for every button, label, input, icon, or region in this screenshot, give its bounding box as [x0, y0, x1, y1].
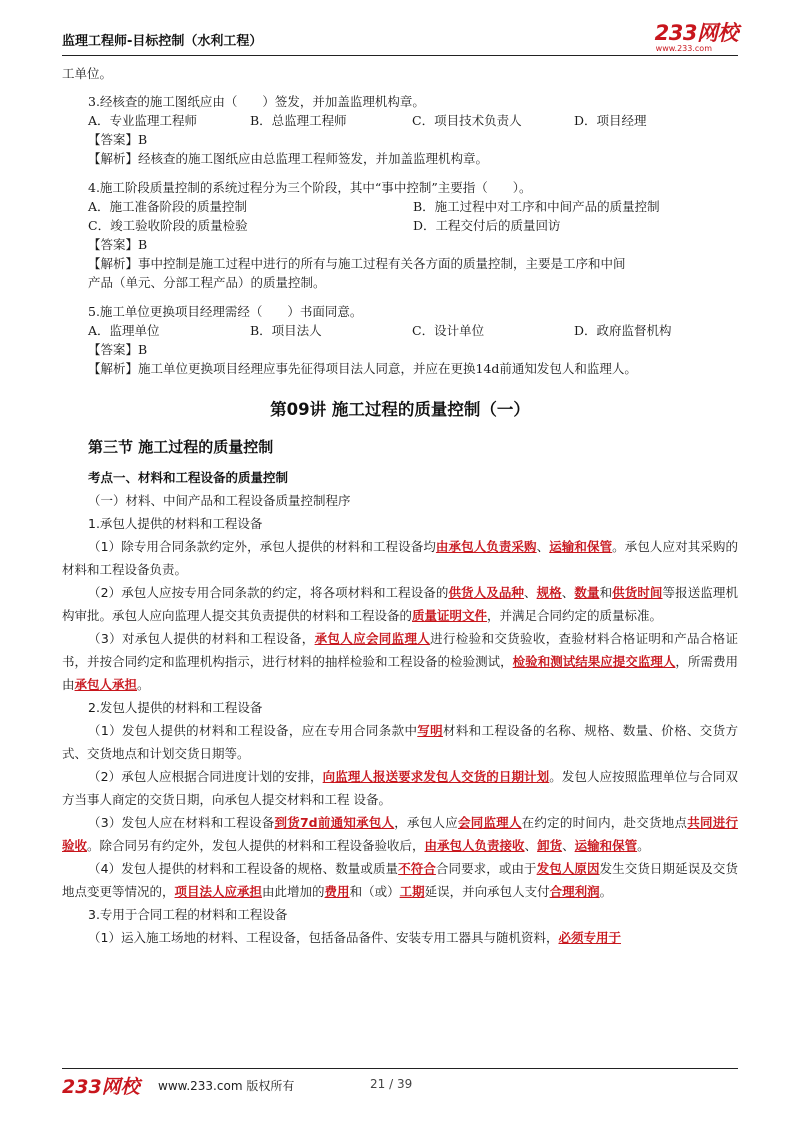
question-4-analysis-line-2: 产品（单元、分部工程产品）的质量控制。 [88, 275, 326, 290]
text-run: 由此增加的 [262, 884, 325, 899]
page-footer [62, 1072, 738, 1096]
text-run: 进行检验和交货验收，查验材料合格证明和产品合格证书，并按合同约定和监理机构指示，进行材料的抽样检验和工程设备的检验测试， [62, 631, 738, 669]
highlighted-text: 共同进行验收 [62, 815, 738, 853]
page-header [62, 21, 738, 53]
text-run: 在约定的时间内，赴交货地点 [521, 815, 688, 830]
highlighted-text: 合理利润 [549, 884, 600, 899]
text-run: ，并满足合同约定的质量标准。 [487, 608, 663, 623]
footer-divider [62, 1068, 738, 1069]
text-run: 。 [637, 838, 650, 853]
question-4-options-row-2 [62, 216, 738, 235]
highlighted-text: 运输和保管 [549, 539, 613, 554]
highlighted-text: 不符合 [398, 861, 436, 876]
highlighted-text: 写明 [417, 723, 443, 738]
option-c: C．设计单位 [412, 323, 485, 338]
section-title: 第三节 施工过程的质量控制 [88, 438, 274, 456]
text-run: 。发包人应按照监理单位与合同双方当事人商定的交货日期，向承包人提交材料和工程 设备。 [62, 769, 738, 807]
question-5-options [62, 321, 738, 340]
text-run: 、 [561, 585, 575, 600]
text-run: （4）发包人提供的材料和工程设备的规格、数量或质量 [88, 861, 399, 876]
highlighted-text: 费用 [324, 884, 350, 899]
highlighted-text: 由承包人负责接收 [424, 838, 525, 853]
highlighted-text: 承包人承担 [74, 677, 138, 692]
highlighted-text: 必须专用于 [558, 930, 621, 945]
question-5-analysis: 【解析】施工单位更换项目经理应事先征得项目法人同意，并应在更换14d前通知发包人和监理人。 [88, 361, 637, 376]
highlighted-text: 会同监理人 [457, 815, 522, 830]
option-d: D．政府监督机构 [574, 323, 672, 338]
highlighted-text: 质量证明文件 [412, 608, 488, 623]
text-run: （1）运入施工场地的材料、工程设备，包括备品备件、安装专用工器具与随机资料， [88, 930, 559, 945]
footer-logo[interactable]: 233网校 [62, 1076, 140, 1098]
text-run: 。 [137, 677, 150, 692]
question-3-answer: 【答案】B [88, 132, 148, 147]
option-a: A．施工准备阶段的质量控制 [88, 199, 248, 214]
paragraph [62, 627, 738, 696]
text-run: 等报送监理机构审批。承包人应向监理人提交其负责提供的材料和工程设备的 [62, 585, 738, 623]
option-a: A．监理单位 [88, 323, 160, 338]
paragraph [62, 719, 738, 765]
highlighted-text: 供货时间 [612, 585, 663, 600]
text-run: 材料和工程设备的名称、规格、数量、价格、交货方式、交货地点和计划交货日期等。 [62, 723, 738, 761]
text-run: 。除合同另有约定外，发包人提供的材料和工程设备验收后， [87, 838, 425, 853]
logo-wordmark: 233网校 [654, 21, 738, 45]
highlighted-text: 发包人原因 [536, 861, 600, 876]
highlighted-text: 承包人应会同监理人 [314, 631, 431, 646]
highlighted-text: 向监理人报送要求发包人交货的日期计划 [322, 769, 550, 784]
highlighted-text: 运输和保管 [574, 838, 638, 853]
highlighted-text: 数量 [574, 585, 600, 600]
header-divider [62, 55, 738, 56]
option-d: D．项目经理 [574, 113, 647, 128]
text-run: （1）发包人提供的材料和工程设备，应在专用合同条款中 [88, 723, 418, 738]
text-run: 、 [524, 838, 538, 853]
text-run: （2）承包人应按专用合同条款的约定，将各项材料和工程设备的 [88, 585, 449, 600]
highlighted-text: 由承包人负责采购 [435, 539, 537, 554]
text-run: 延误，并向承包人支付 [424, 884, 550, 899]
text-run: （1）除专用合同条款约定外，承包人提供的材料和工程设备均 [88, 539, 436, 554]
question-5-stem: 5.施工单位更换项目经理需经（ ）书面同意。 [88, 304, 363, 319]
highlighted-text: 项目法人应承担 [174, 884, 263, 899]
question-3-analysis: 【解析】经核查的施工图纸应由总监理工程师签发，并加盖监理机构章。 [88, 151, 489, 166]
continuation-text: 工单位。 [62, 66, 113, 81]
kaodian-heading: 考点一、材料和工程设备的质量控制 [88, 470, 289, 485]
text-run: 、 [562, 838, 575, 853]
text-run: （3）对承包人提供的材料和工程设备， [88, 631, 315, 646]
text-run: 发生交货日期延误及交货地点变更等情况的， [62, 861, 738, 899]
logo-url: www.233.com [655, 44, 712, 53]
text-run: 、 [524, 585, 537, 600]
option-c: C．竣工验收阶段的质量检验 [88, 218, 248, 233]
paragraph [62, 926, 738, 949]
text-run: （2）承包人应根据合同进度计划的安排， [88, 769, 323, 784]
question-5-answer: 【答案】B [88, 342, 148, 357]
page-content [62, 64, 738, 949]
site-logo[interactable] [655, 22, 738, 53]
highlighted-text: 检验和测试结果应提交监理人 [512, 654, 676, 669]
lecture-title: 第09讲 施工过程的质量控制（一） [270, 400, 530, 419]
paragraph [62, 535, 738, 581]
question-3-stem: 3.经核查的施工图纸应由（ ）签发，并加盖监理机构章。 [88, 94, 425, 109]
copyright-text: www.233.com 版权所有 [158, 1079, 295, 1093]
heading-employer-materials: 2.发包人提供的材料和工程设备 [88, 700, 263, 715]
document-title: 监理工程师-目标控制（水利工程） [62, 34, 263, 49]
text-run: 和 [599, 585, 613, 600]
heading-contractor-materials: 1.承包人提供的材料和工程设备 [88, 516, 263, 531]
subsection-heading: （一）材料、中间产品和工程设备质量控制程序 [88, 493, 351, 508]
highlighted-text: 规格 [536, 585, 562, 600]
option-a: A．专业监理工程师 [88, 113, 198, 128]
question-4-analysis-line-1: 【解析】事中控制是施工过程中进行的所有与施工过程有关各方面的质量控制，主要是工序和中间 [88, 256, 626, 271]
text-run: ，承包人应 [394, 815, 458, 830]
question-4-options-row-1 [62, 197, 738, 216]
paragraph [62, 765, 738, 811]
heading-dedicated-materials: 3.专用于合同工程的材料和工程设备 [88, 907, 288, 922]
option-c: C．项目技术负责人 [412, 113, 522, 128]
text-run: （3）发包人应在材料和工程设备 [88, 815, 275, 830]
paragraph [62, 811, 738, 857]
question-3-options [62, 111, 738, 130]
highlighted-text: 工期 [399, 884, 425, 899]
paragraph [62, 857, 738, 903]
option-b: B．总监理工程师 [250, 113, 347, 128]
text-run: 、 [536, 539, 550, 554]
option-b: B．项目法人 [250, 323, 322, 338]
paragraph [62, 581, 738, 627]
highlighted-text: 卸货 [537, 838, 563, 853]
highlighted-text: 供货人及品种 [448, 585, 524, 600]
highlighted-text: 到货7d前通知承包人 [274, 815, 395, 830]
question-4-answer: 【答案】B [88, 237, 148, 252]
option-d: D．工程交付后的质量回访 [413, 218, 561, 233]
text-run: 合同要求，或由于 [435, 861, 537, 876]
page-number: 21 / 39 [370, 1077, 413, 1091]
text-run: 。承包人应对其采购的材料和工程设备负责。 [62, 539, 738, 577]
text-run: ，所需费用由 [62, 654, 738, 692]
text-run: 和（或） [349, 884, 400, 899]
option-b: B．施工过程中对工序和中间产品的质量控制 [413, 199, 660, 214]
text-run: 。 [599, 884, 613, 899]
question-4-stem: 4.施工阶段质量控制的系统过程分为三个阶段，其中“事中控制”主要指（ ）。 [88, 180, 532, 195]
